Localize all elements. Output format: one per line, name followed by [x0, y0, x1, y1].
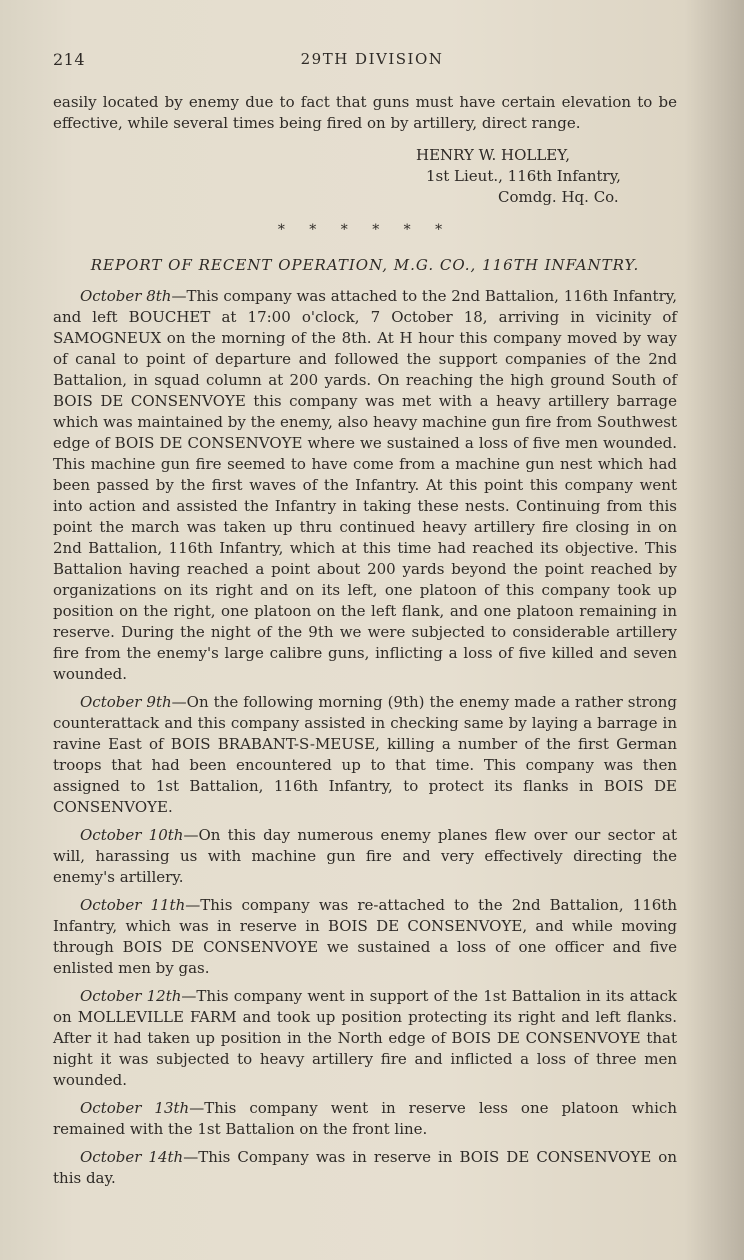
report-entry — [53, 692, 677, 818]
entry-text: —On the following morning (9th) the enemy made a rather strong counterattack and this company assisted in checking same by laying a barrage in ravine East of BOIS BRABANT-S-MEUSE, killing a number of the first German troops that had been encountered up to that time. This company was then assigned to 1st Battalion, 116th Infantry, to protect its flanks in BOIS DE CONSENVOYE. — [53, 693, 677, 816]
entry-date: October 12th — [80, 987, 182, 1005]
entry-text: —This Company was in reserve in BOIS DE CONSENVOYE on this day. — [53, 1148, 677, 1187]
entry-date: October 10th — [80, 826, 184, 844]
report-entry — [53, 986, 677, 1091]
report-title: REPORT OF RECENT OPERATION, M.G. CO., 116TH INFANTRY. — [90, 256, 640, 274]
report-entry — [53, 895, 677, 979]
page-number: 214 — [53, 50, 86, 69]
section-separator: * * * * * * — [277, 222, 453, 238]
report-entry — [53, 825, 677, 888]
entry-date: October 11th — [80, 896, 186, 914]
entry-date: October 13th — [80, 1099, 190, 1117]
signature-command: Comdg. Hq. Co. — [498, 188, 619, 206]
entry-date: October 14th — [80, 1148, 184, 1166]
report-entry — [53, 1098, 677, 1140]
running-head: 29TH DIVISION — [300, 50, 444, 68]
entry-text: —On this day numerous enemy planes flew over our sector at will, harassing us with machine gun fire and very effectively directing the enemy's artillery. — [53, 826, 678, 886]
signature-name: HENRY W. HOLLEY, — [416, 146, 570, 164]
entry-text: —This company was attached to the 2nd Battalion, 116th Infantry, and left BOUCHET at 17:00 o'clock, 7 October 18, arriving in vicinity of SAMOGNEUX on the morning of the 8th. At H hour this company moved by way of canal to point of departure and followed the support companies of the 2nd Battalion, in squad column at 200 yards. On reaching the high ground South of BOIS DE CONSENVOYE this company was met with a heavy artillery barrage which was maintained by the enemy, also heavy machine gun fire from Southwest edge of BOIS DE CONSENVOYE where we sustained a loss of five men wounded. This machine gun fire seemed to have come from a machine gun nest which had been passed by the first waves of the Infantry. At this point this company went into action and assisted the Infantry in taking these nests. Continuing from this point the march was taken up thru continued heavy artillery fire closing in on 2nd Battalion, 116th Infantry, which at this time had reached its objective. This Battalion having reached a point about 200 yards beyond the point reached by organizations on its right and on its left, one platoon of this company took up position on the right, one platoon on the left flank, and one platoon remaining in reserve. During the night of the 9th we were subjected to considerable artillery fire from the enemy's large calibre guns, inflicting a loss of five killed and seven wounded. — [53, 287, 678, 683]
entry-date: October 9th — [80, 693, 172, 711]
entry-text: —This company went in reserve less one platoon which remained with the 1st Battalion on the front line. — [53, 1099, 677, 1138]
signature-rank: 1st Lieut., 116th Infantry, — [426, 167, 621, 185]
intro-paragraph: easily located by enemy due to fact that guns must have certain elevation to be effective, while several times being fired on by artillery, direct range. — [53, 93, 677, 132]
report-entry — [53, 1147, 677, 1189]
entry-text: —This company went in support of the 1st Battalion in its attack on MOLLEVILLE FARM and took up position protecting its right and left flanks. After it had taken up position in the North edge of BOIS DE CONSENVOYE that night it was subjected to heavy artillery fire and inflicted a loss of three men wounded. — [53, 987, 677, 1089]
page-body — [53, 92, 677, 1189]
entry-text: —This company was re-attached to the 2nd Battalion, 116th Infantry, which was in reserve in BOIS DE CONSENVOYE, and while moving through BOIS DE CONSENVOYE we sustained a loss of one officer and five enlisted men by gas. — [53, 896, 677, 977]
report-entry — [53, 286, 677, 685]
entry-date: October 8th — [80, 287, 172, 305]
signature-block — [416, 145, 677, 208]
